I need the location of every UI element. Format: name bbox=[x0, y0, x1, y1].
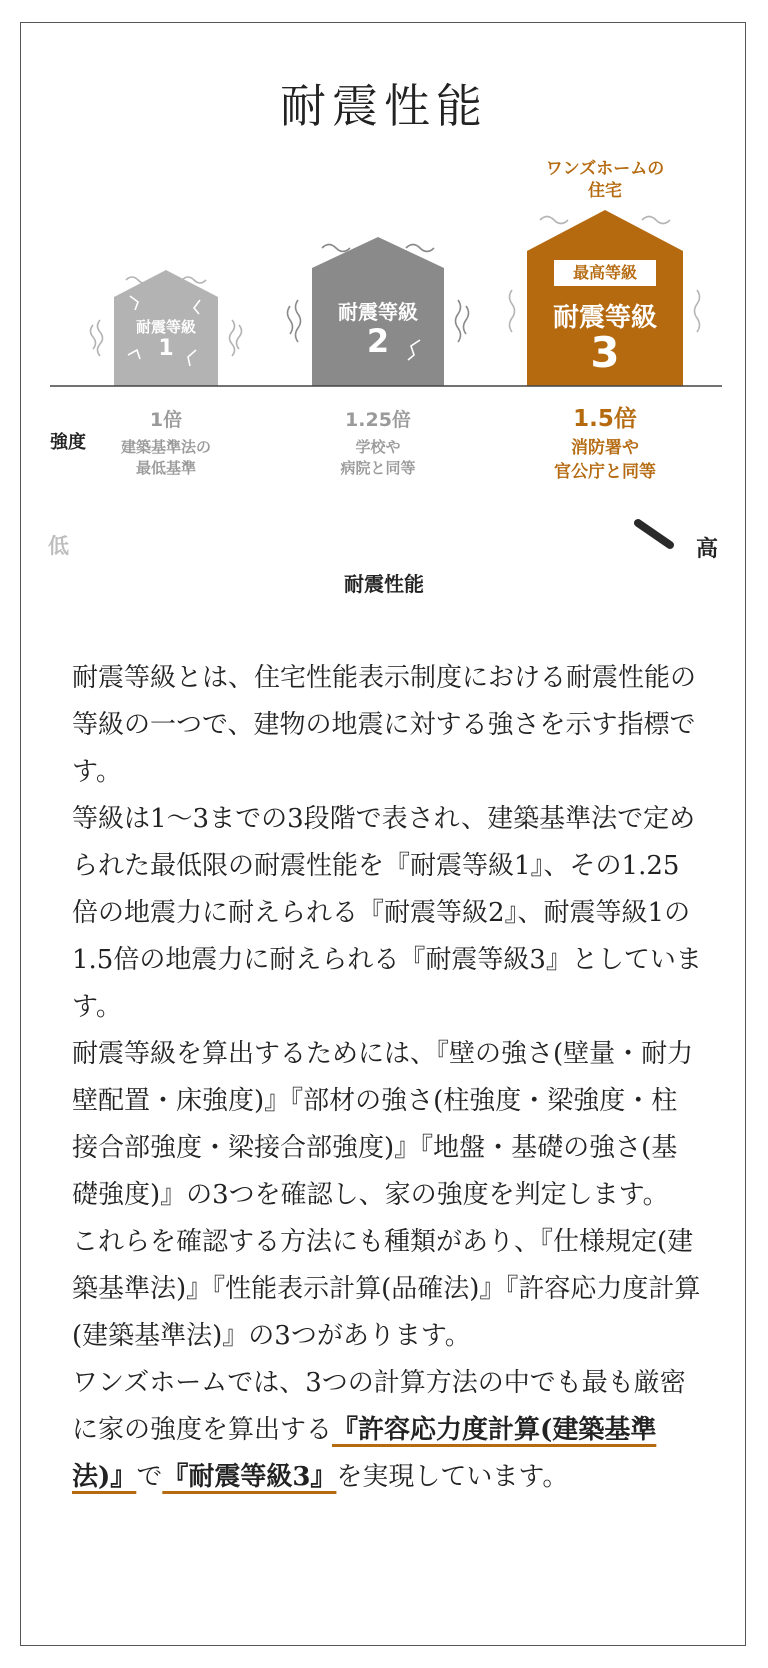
level-1-note-line1: 建築基準法の bbox=[120, 438, 211, 456]
house-1-grade: 1 bbox=[158, 336, 174, 361]
house-3-caption-line1: ワンズホームの bbox=[545, 159, 665, 179]
page-title: 耐震性能 bbox=[280, 79, 488, 133]
house-2-grade: 2 bbox=[366, 322, 390, 360]
level-3-ratio: 1.5倍 bbox=[573, 406, 637, 432]
level-1-note-line2: 最低基準 bbox=[135, 459, 196, 477]
highlight-calculation-method: 『許容応力度計算(建築基準法)』 bbox=[72, 1415, 657, 1492]
level-2-note-line1: 学校や bbox=[355, 438, 401, 456]
paragraph-2: 等級は1〜3までの3段階で表され、建築基準法で定められた最低限の耐震性能を『耐震等級1』、その1.25倍の地震力に耐えられる『耐震等級2』、耐震等級1の1.5倍の地震力に耐えられる『耐震等級3』としています。 bbox=[72, 804, 702, 1022]
axis-low-label: 低 bbox=[48, 534, 69, 558]
house-3-caption-line2: 住宅 bbox=[588, 181, 622, 201]
paragraph-3: 耐震等級を算出するためには、『壁の強さ(壁量・耐力壁配置・床強度)』『部材の強さ(柱強度・梁強度・柱接合部強度・梁接合部強度)』『地盤・基礎の強さ(基礎強度)』の3つを確認し、家の強度を判定します。 bbox=[72, 1039, 694, 1210]
house-2-label: 耐震等級 bbox=[338, 300, 418, 324]
level-2-note-line2: 病院と同等 bbox=[340, 459, 416, 477]
paragraph-5-text-a: ワンズホームでは、3つの計算方法の中でも最も厳密に家の強度を算出する bbox=[72, 1368, 686, 1445]
paragraph-4: これらを確認する方法にも種類があり、『仕様規定(建築基準法)』『性能表示計算(品確法)』『許容応力度計算(建築基準法)』の3つがあります。 bbox=[72, 1227, 701, 1351]
axis-high-label: 高 bbox=[696, 537, 719, 562]
top-grade-badge: 最高等級 bbox=[554, 260, 656, 286]
house-1-label: 耐震等級 bbox=[135, 318, 196, 336]
house-3-label: 耐震等級 bbox=[552, 303, 657, 333]
axis-title: 耐震性能 bbox=[344, 572, 424, 596]
level-3-note-line2: 官公庁と同等 bbox=[554, 462, 656, 482]
level-2-ratio: 1.25倍 bbox=[345, 409, 411, 431]
paragraph-5 bbox=[72, 1360, 702, 1501]
strength-label: 強度 bbox=[50, 432, 86, 453]
paragraph-5-text-b: で bbox=[136, 1462, 163, 1492]
description-text bbox=[72, 655, 702, 1501]
highlight-grade-3: 『耐震等級3』 bbox=[162, 1462, 337, 1492]
paragraph-5-text-c: を実現しています。 bbox=[336, 1462, 569, 1492]
paragraph-1: 耐震等級とは、住宅性能表示制度における耐震性能の等級の一つで、建物の地震に対する強さを示す指標です。 bbox=[72, 663, 697, 787]
level-1-ratio: 1倍 bbox=[149, 409, 183, 431]
level-3-note-line1: 消防署や bbox=[571, 438, 639, 458]
house-3-grade: 3 bbox=[590, 328, 620, 377]
